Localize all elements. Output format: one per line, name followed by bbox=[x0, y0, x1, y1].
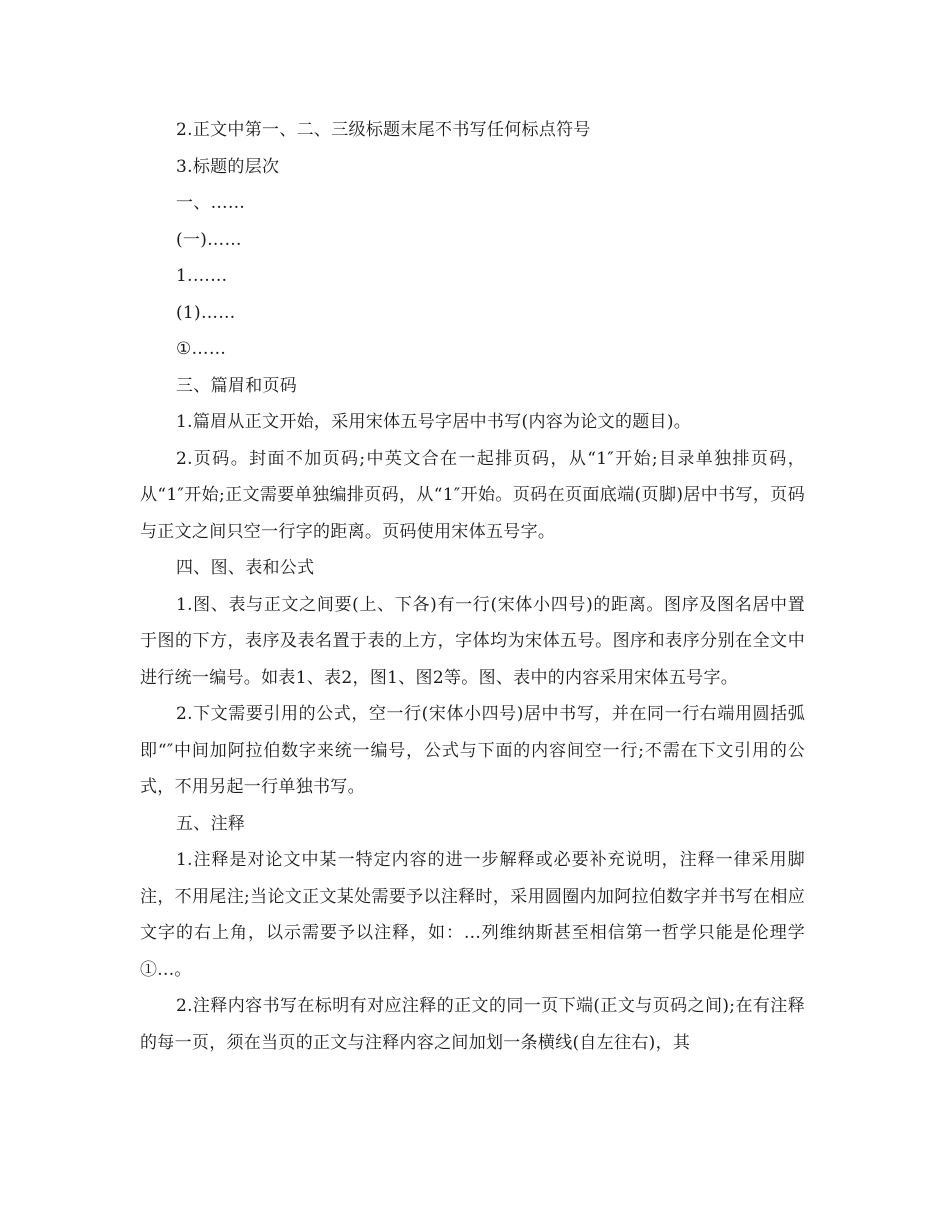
paragraph-note-definition: 1.注释是对论文中某一特定内容的进一步解释或必要补充说明，注释一律采用脚注，不用尾注;当论文正文某处需要予以注释时，采用圆圈内加阿拉伯数字并书写在相应文字的右上角，以示需要予以注释，如：...列维纳斯甚至相信第一哲学只能是伦理学①...。 bbox=[140, 850, 805, 980]
section-header-page-numbers: 三、篇眉和页码 bbox=[176, 375, 298, 396]
paragraph-level-three-example: 1.…… bbox=[176, 266, 228, 286]
paragraph-level-two-example: (一)…… bbox=[176, 229, 242, 250]
document-body bbox=[140, 112, 805, 1061]
paragraph-header-rule: 1.篇眉从正文开始，采用宋体五号字居中书写(内容为论文的题目)。 bbox=[176, 412, 692, 432]
paragraph-level-four-example: (1)…… bbox=[176, 302, 236, 323]
paragraph-formula-rule: 2.下文需要引用的公式，空一行(宋体小四号)居中书写，并在同一行右端用圆括弧即“″中间加阿拉伯数字来统一编号，公式与下面的内容间空一行;不需在下文引用的公式，不用另起一行单独书写。 bbox=[140, 704, 805, 797]
paragraph-note-placement: 2.注释内容书写在标明有对应注释的正文的同一页下端(正文与页码之间);在有注释的每一页，须在当页的正文与注释内容之间加划一条横线(自左往右)，其 bbox=[140, 996, 805, 1053]
paragraph-level-one-example: 一、…… bbox=[176, 193, 246, 213]
section-notes: 五、注释 bbox=[176, 813, 246, 834]
paragraph-heading-punctuation-rule: 2.正文中第一、二、三级标题末尾不书写任何标点符号 bbox=[176, 120, 591, 140]
paragraph-page-number-rule: 2.页码。封面不加页码;中英文合在一起排页码，从“1″开始;目录单独排页码，从“1″开始;正文需要单独编排页码，从“1″开始。页码在页面底端(页脚)居中书写，页码与正文之间只空一行字的距离。页码使用宋体五号字。 bbox=[140, 448, 805, 542]
paragraph-heading-levels: 3.标题的层次 bbox=[176, 156, 280, 177]
paragraph-figure-table-rule: 1.图、表与正文之间要(上、下各)有一行(宋体小四号)的距离。图序及图名居中置于图的下方，表序及表名置于表的上方，字体均为宋体五号。图序和表序分别在全文中进行统一编号。如表1、表2，图1、图2等。图、表中的内容采用宋体五号字。 bbox=[140, 594, 805, 688]
paragraph-level-five-example: ①…… bbox=[176, 339, 227, 359]
section-figures-tables-formulas: 四、图、表和公式 bbox=[176, 558, 315, 578]
